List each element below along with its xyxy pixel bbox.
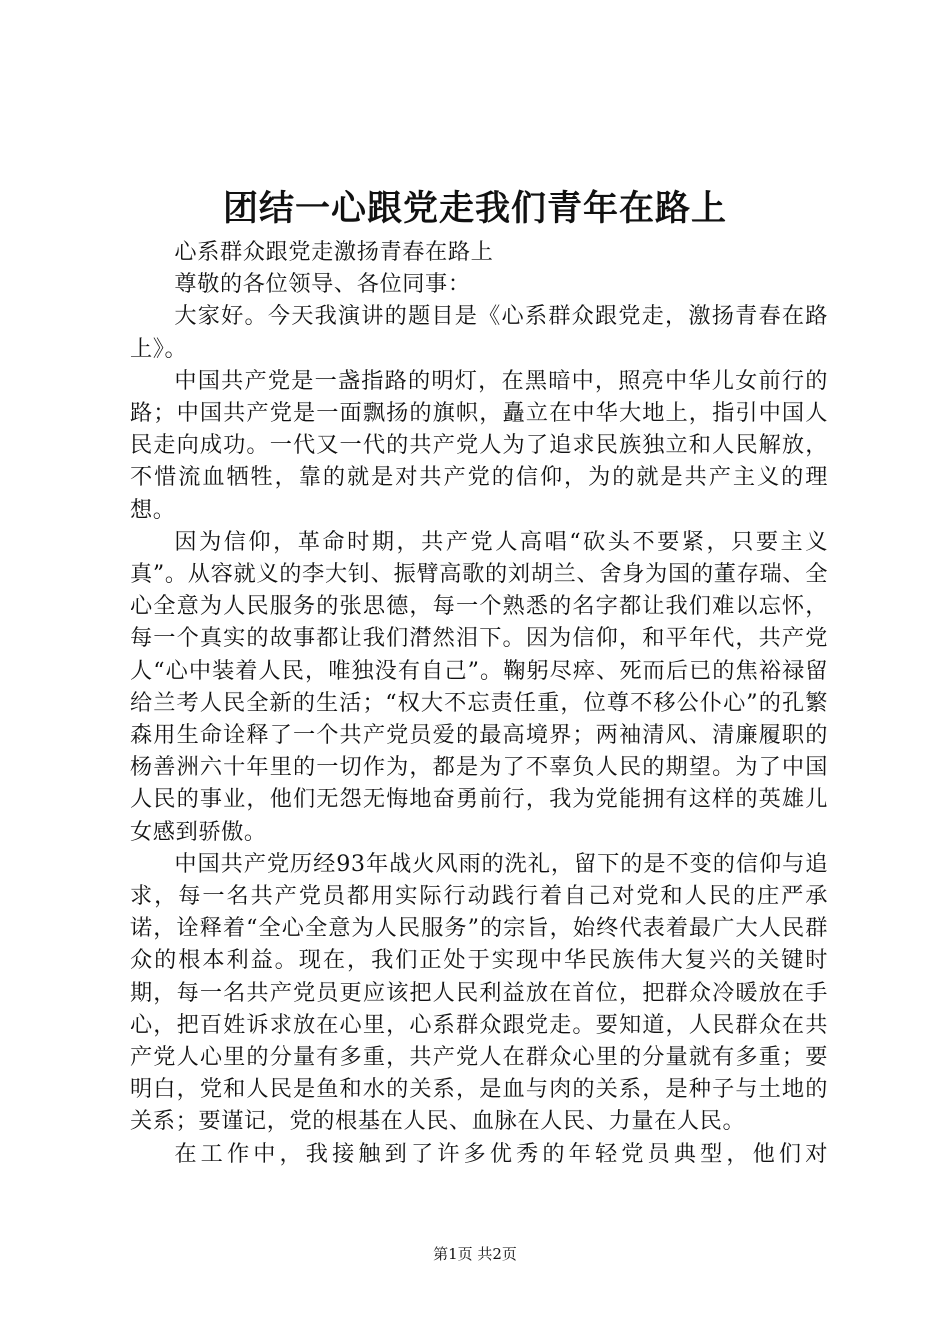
salutation-paragraph: 尊敬的各位领导、各位同事： xyxy=(174,271,471,298)
document-body xyxy=(130,236,828,1170)
body-paragraph: 在工作中，我接触到了许多优秀的年轻党员典型，他们对 xyxy=(174,1140,828,1167)
body-paragraph: 因为信仰，革命时期，共产党人高唱“砍头不要紧，只要主义真”。从容就义的李大钊、振臂高歌的刘胡兰、舍身为国的董存瑞、全心全意为人民服务的张思德，每一个熟悉的名字都让我们难以忘怀，每一个真实的故事都让我们潸然泪下。因为信仰，和平年代，共产党人“心中装着人民，唯独没有自己”。鞠躬尽瘁、死而后已的焦裕禄留给兰考人民全新的生活；“权大不忘责任重，位尊不移公仆心”的孔繁森用生命诠释了一个共产党员爱的最高境界；两袖清风、清廉履职的杨善洲六十年里的一切作为，都是为了不辜负人民的期望。为了中国人民的事业，他们无怨无悔地奋勇前行，我为党能拥有这样的英雄儿女感到骄傲。 xyxy=(130,528,828,845)
intro-paragraph: 大家好。今天我演讲的题目是《心系群众跟党走，激扬青春在路上》。 xyxy=(130,303,828,362)
body-paragraph: 中国共产党是一盏指路的明灯，在黑暗中，照亮中华儿女前行的路；中国共产党是一面飘扬的旗帜，矗立在中华大地上，指引中国人民走向成功。一代又一代的共产党人为了追求民族独立和人民解放，不惜流血牺牲，靠的就是对共产党的信仰，为的就是共产主义的理想。 xyxy=(130,367,828,523)
subtitle-paragraph: 心系群众跟党走激扬青春在路上 xyxy=(174,239,494,265)
body-paragraph: 中国共产党历经93年战火风雨的洗礼，留下的是不变的信仰与追求，每一名共产党员都用实际行动践行着自己对党和人民的庄严承诺，诠释着“全心全意为人民服务”的宗旨，始终代表着最广大人民群众的根本利益。现在，我们正处于实现中华民族伟大复兴的关键时期，每一名共产党员更应该把人民利益放在首位，把群众冷暖放在手心，把百姓诉求放在心里，心系群众跟党走。要知道，人民群众在共产党人心里的分量有多重，共产党人在群众心里的分量就有多重；要明白，党和人民是鱼和水的关系，是血与肉的关系，是种子与土地的关系；要谨记，党的根基在人民、血脉在人民、力量在人民。 xyxy=(130,850,828,1135)
document-title: 团结一心跟党走我们青年在路上 xyxy=(222,188,727,229)
page-footer: 第1页 共2页 xyxy=(433,1245,517,1263)
